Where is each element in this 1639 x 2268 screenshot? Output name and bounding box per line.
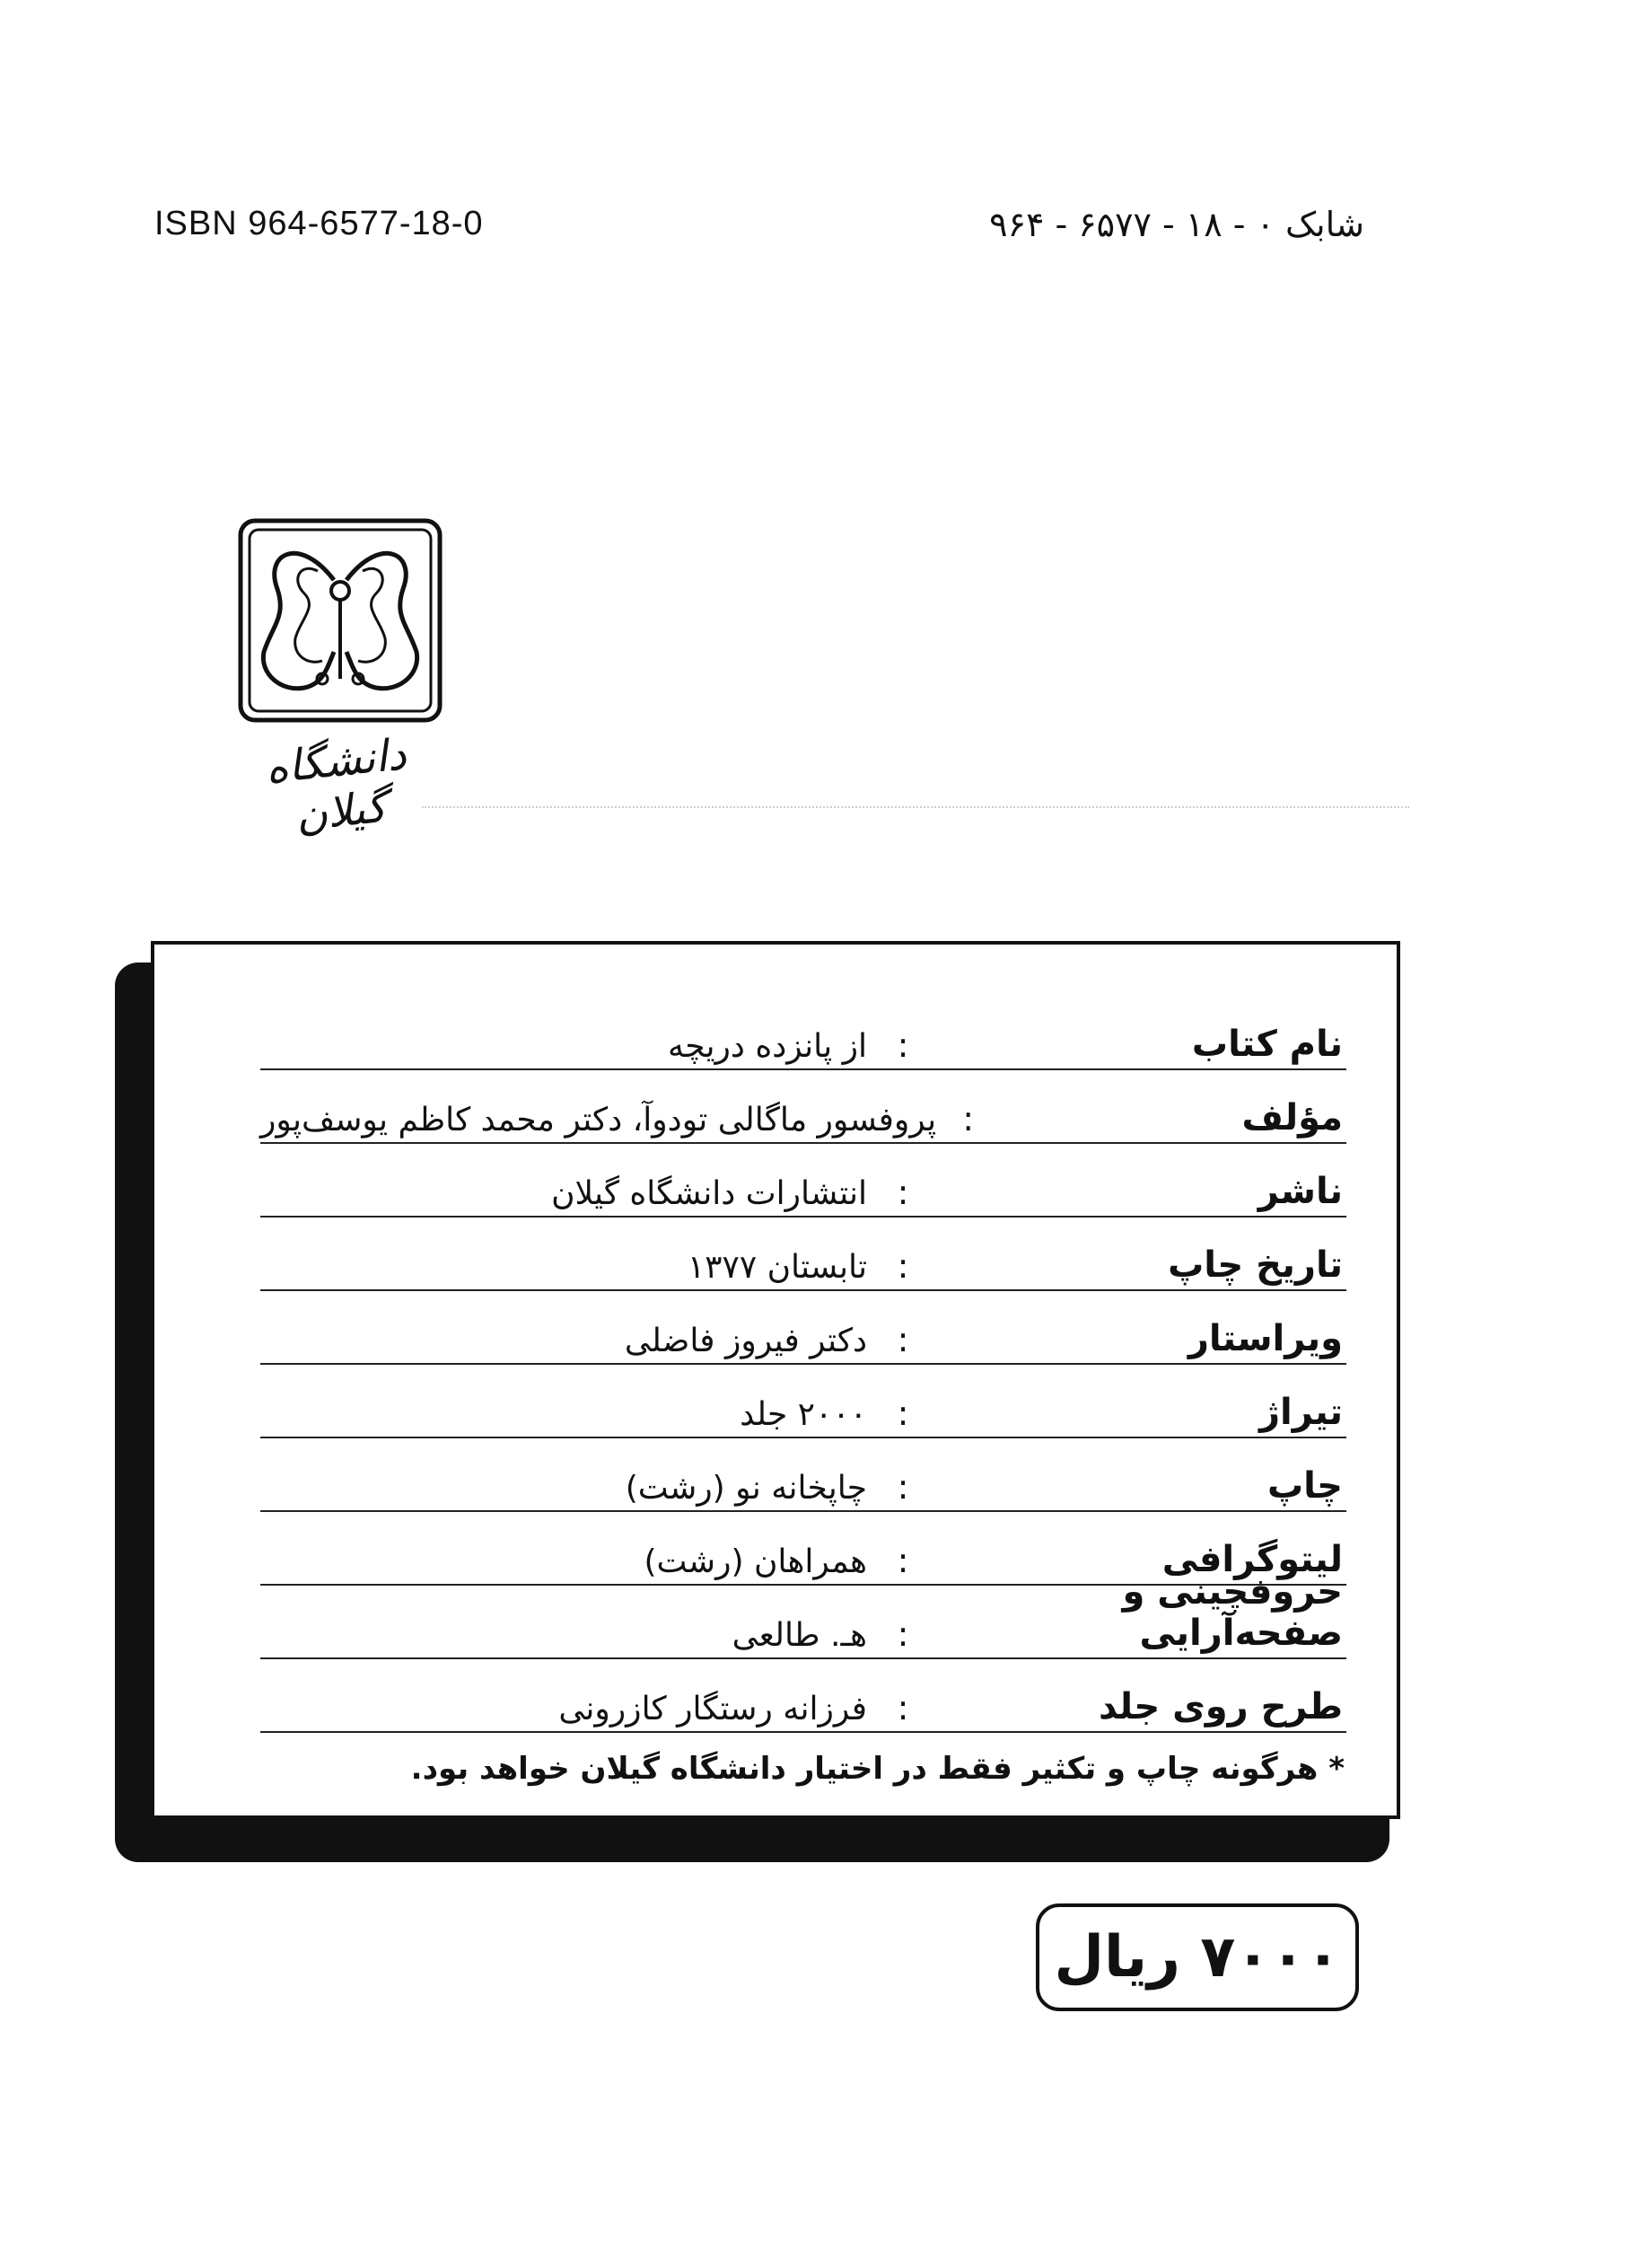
row-value: هـ. طالعی <box>732 1617 867 1654</box>
row-value: انتشارات دانشگاه گیلان <box>551 1175 867 1212</box>
row-value: فرزانه رستگار کازرونی <box>558 1691 867 1727</box>
row-circulation <box>260 1365 1346 1438</box>
row-label: ویراستار <box>1188 1318 1343 1359</box>
colophon-rows <box>260 997 1346 1733</box>
row-author <box>260 1070 1346 1144</box>
row-label: مؤلف <box>1241 1097 1343 1138</box>
row-label: نام کتاب <box>1191 1024 1343 1065</box>
row-publisher <box>260 1144 1346 1218</box>
row-colon: : <box>897 1541 909 1580</box>
row-value: چاپخانه نو (رشت) <box>625 1470 867 1507</box>
row-label: طرح روی جلد <box>1098 1686 1343 1727</box>
row-editor <box>260 1291 1346 1365</box>
row-value: تابستان ۱۳۷۷ <box>687 1249 867 1286</box>
row-label: ناشر <box>1258 1171 1343 1212</box>
row-print-date <box>260 1218 1346 1291</box>
divider <box>422 806 1409 808</box>
row-label: تاریخ چاپ <box>1168 1244 1343 1286</box>
row-typesetting <box>260 1571 1346 1659</box>
row-value: ۲۰۰۰ جلد <box>740 1396 867 1433</box>
row-value: پروفسور ماگالی تودوآ، دکتر محمد کاظم یوسف‌پور <box>260 1102 937 1138</box>
row-colon: : <box>897 1467 909 1507</box>
isbn-persian: شابک ۰ - ۱۸ - ۶۵۷۷ - ۹۶۴ <box>989 205 1364 244</box>
row-colon: : <box>897 1688 909 1727</box>
row-colon: : <box>897 1614 909 1654</box>
row-printing <box>260 1438 1346 1512</box>
row-colon: : <box>962 1099 975 1138</box>
row-colon: : <box>897 1393 909 1433</box>
row-colon: : <box>897 1025 909 1065</box>
row-label: لیتوگرافی <box>1161 1539 1343 1580</box>
row-label: چاپ <box>1266 1465 1343 1507</box>
row-colon: : <box>897 1173 909 1212</box>
row-value: دکتر فیروز فاضلی <box>624 1323 867 1359</box>
price-stamp <box>1036 1903 1359 2011</box>
colophon-box <box>151 941 1400 1819</box>
row-value: از پانزده دریچه <box>667 1028 867 1065</box>
row-colon: : <box>897 1320 909 1359</box>
row-value: همراهان (رشت) <box>644 1543 867 1580</box>
row-label: حروفچینی و صفحه‌آرایی <box>1122 1571 1343 1654</box>
copyright-footnote: * هرگونه چاپ و تکثیر فقط در اختیار دانشگاه گیلان خواهد بود. <box>410 1751 1345 1787</box>
row-title <box>260 997 1346 1070</box>
isbn-latin: ISBN 964-6577-18-0 <box>154 205 484 242</box>
row-label: تیراژ <box>1259 1392 1343 1433</box>
university-name: دانشگاه گیلان <box>262 729 409 841</box>
university-emblem-icon <box>237 517 443 724</box>
row-colon: : <box>897 1246 909 1286</box>
row-cover-design <box>260 1659 1346 1733</box>
price-text: ۷۰۰۰ ریال <box>1054 1924 1341 1991</box>
